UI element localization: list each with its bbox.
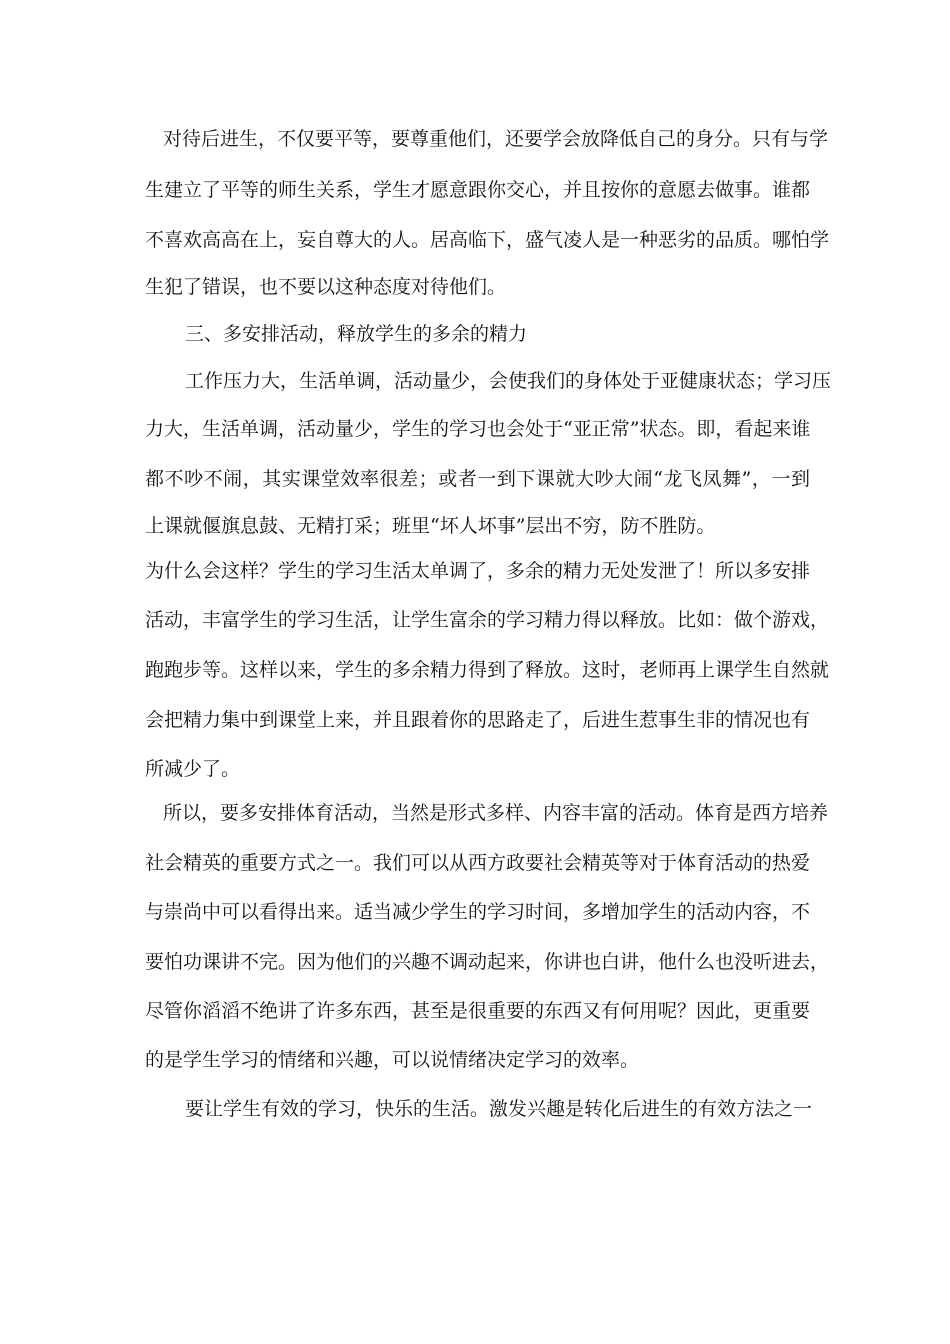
- text-line-7: 力大，生活单调，活动量少，学生的学习也会处于“亚正常”状态。即，看起来谁: [145, 418, 811, 440]
- text-line-8: 都不吵不闹，其实课堂效率很差；或者一到下课就大吵大闹“龙飞凤舞”，一到: [145, 468, 810, 490]
- text-line-2: 生建立了平等的师生关系，学生才愿意跟你交心，并且按你的意愿去做事。谁都: [145, 179, 811, 201]
- text-line-12: 跑跑步等。这样以来，学生的多余精力得到了释放。这时，老师再上课学生自然就: [145, 659, 830, 681]
- text-line-21: 要让学生有效的学习，快乐的生活。激发兴趣是转化后进生的有效方法之一: [185, 1098, 813, 1120]
- text-line-15: 所以，要多安排体育活动，当然是形式多样、内容丰富的活动。体育是西方培养: [163, 802, 829, 824]
- text-line-20: 的是学生学习的情绪和兴趣，可以说情绪决定学习的效率。: [145, 1049, 640, 1071]
- text-line-6: 工作压力大，生活单调，活动量少，会使我们的身体处于亚健康状态；学习压: [185, 370, 832, 392]
- text-line-17: 与崇尚中可以看得出来。适当减少学生的学习时间，多增加学生的活动内容，不: [145, 901, 811, 923]
- text-line-16: 社会精英的重要方式之一。我们可以从西方政要社会精英等对于体育活动的热爱: [145, 852, 811, 874]
- text-line-18: 要怕功课讲不完。因为他们的兴趣不调动起来，你讲也白讲，他什么也没听进去，: [145, 951, 830, 973]
- text-line-1: 对待后进生，不仅要平等，要尊重他们，还要学会放降低自己的身分。只有与学: [163, 128, 829, 150]
- text-line-9: 上课就偃旗息鼓、无精打采；班里“坏人坏事”层出不穷，防不胜防。: [145, 515, 716, 537]
- section-heading: 三、多安排活动，释放学生的多余的精力: [185, 323, 528, 345]
- text-line-4: 生犯了错误，也不要以这种态度对待他们。: [145, 276, 507, 298]
- text-line-13: 会把精力集中到课堂上来，并且跟着你的思路走了，后进生惹事生非的情况也有: [145, 709, 811, 731]
- text-line-3: 不喜欢高高在上，妄自尊大的人。居高临下，盛气凌人是一种恶劣的品质。哪怕学: [145, 229, 830, 251]
- text-line-11: 活动，丰富学生的学习生活，让学生富余的学习精力得以释放。比如：做个游戏，: [145, 609, 830, 631]
- text-line-14: 所减少了。: [145, 758, 241, 780]
- text-line-19: 尽管你滔滔不绝讲了许多东西，甚至是很重要的东西又有何用呢？因此，更重要: [145, 1000, 811, 1022]
- text-line-10: 为什么会这样？学生的学习生活太单调了，多余的精力无处发泄了！所以多安排: [145, 560, 811, 582]
